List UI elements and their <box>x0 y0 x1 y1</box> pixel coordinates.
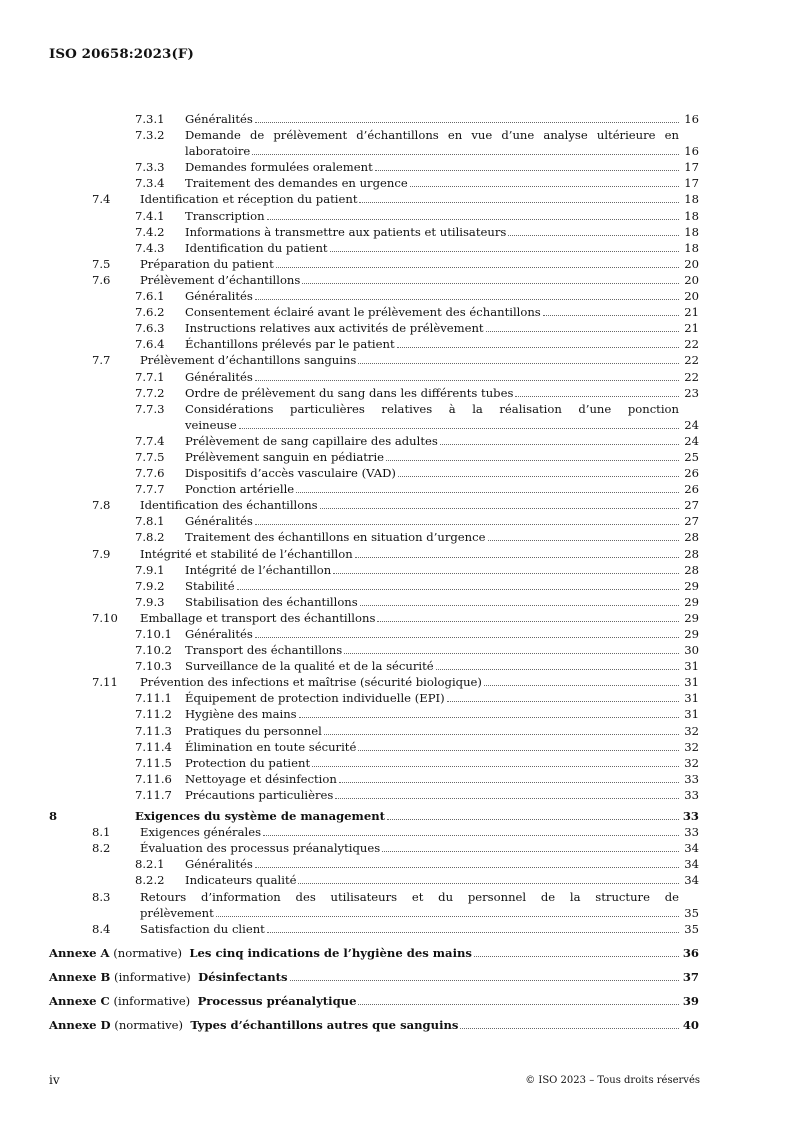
toc-entry-title: Équipement de protection individuelle (EPI) <box>185 691 445 706</box>
toc-entry-number: 8.1 <box>92 825 111 840</box>
toc-entry-number: 7.4 <box>92 192 111 207</box>
toc-entry-title: Intégrité de l’échantillon <box>185 562 332 577</box>
toc-entry-title: Indicateurs qualité <box>185 873 297 888</box>
toc-entry[interactable] <box>49 787 699 803</box>
dot-leader <box>375 169 679 171</box>
toc-entry-number: 7.11 <box>92 675 118 690</box>
dot-leader <box>358 1003 679 1005</box>
toc-entry[interactable] <box>49 739 699 755</box>
toc-entry-page: 27 <box>684 514 699 529</box>
toc-entry[interactable] <box>49 674 699 690</box>
annex-label: Annexe D <box>49 1018 111 1033</box>
dot-leader <box>515 395 679 397</box>
toc-entry-title: Transport des échantillons <box>185 643 343 658</box>
dot-leader <box>267 931 679 933</box>
toc-entry-title: Ordre de prélèvement du sang dans les différents tubes <box>185 385 514 400</box>
toc-entry-page: 32 <box>684 723 699 738</box>
toc-entry[interactable] <box>49 642 699 658</box>
toc-entry[interactable] <box>49 111 699 127</box>
toc-entry-page: 22 <box>684 369 699 384</box>
toc-entry-number: 7.4.2 <box>135 224 165 239</box>
dot-leader <box>474 955 679 957</box>
toc-entry-title: Prélèvement de sang capillaire des adultes <box>185 433 438 448</box>
toc-entry[interactable] <box>49 921 699 937</box>
toc-entry-number: 7.11.2 <box>135 707 172 722</box>
toc-entry[interactable] <box>49 755 699 771</box>
toc-entry-number: 7.7.7 <box>135 482 165 497</box>
toc-entry-page: 35 <box>684 921 699 936</box>
dot-leader <box>330 250 679 252</box>
toc-entry-page: 31 <box>684 691 699 706</box>
dot-leader <box>460 1027 679 1029</box>
toc-entry-number: 7.7.3 <box>135 401 165 416</box>
toc-entry-number: 7.5 <box>92 256 111 271</box>
toc-entry-page: 24 <box>684 417 699 432</box>
toc-entry-number: 7.9.1 <box>135 562 165 577</box>
toc-entry-title: Consentement éclairé avant le prélèvement des échantillons <box>185 305 541 320</box>
toc-entry[interactable] <box>49 465 699 481</box>
toc-entry[interactable] <box>49 546 699 562</box>
toc-entry-title: Considérations particulières relatives à la réalisation d’une ponction <box>185 401 679 416</box>
toc-entry-title: Demande de prélèvement d’échantillons en vue d’une analyse ultérieure en <box>185 128 679 143</box>
annex-page: 37 <box>682 969 699 984</box>
toc-entry-page: 24 <box>684 433 699 448</box>
toc-entry-number: 8.2 <box>92 841 111 856</box>
toc-entry-page: 35 <box>684 905 699 920</box>
dot-leader <box>324 733 679 735</box>
toc-entry-page: 29 <box>684 594 699 609</box>
annex-title: Types d’échantillons autres que sanguins <box>190 1018 459 1033</box>
toc-entry-page: 34 <box>684 857 699 872</box>
toc-entry-title: Traitement des demandes en urgence <box>185 176 408 191</box>
toc-entry-title: Exigences générales <box>140 825 262 840</box>
toc-entry[interactable] <box>49 352 699 368</box>
toc-entry-page: 21 <box>684 305 699 320</box>
toc-entry-title: Nettoyage et désinfection <box>185 771 337 786</box>
toc-entry-page: 29 <box>684 610 699 625</box>
dot-leader <box>436 668 679 670</box>
toc-entry[interactable] <box>49 208 699 224</box>
dot-leader <box>382 850 679 852</box>
toc-entry-page: 33 <box>682 809 699 824</box>
toc-entry-title: Évaluation des processus préanalytiques <box>140 841 381 856</box>
toc-entry-title: Généralités <box>185 369 253 384</box>
dot-leader <box>255 523 679 525</box>
toc-entry-number: 8.4 <box>92 921 111 936</box>
toc-entry-page: 17 <box>684 176 699 191</box>
toc-entry-title: Hygiène des mains <box>185 707 297 722</box>
toc-entry-number: 8.2.2 <box>135 873 165 888</box>
dot-leader <box>484 684 679 686</box>
toc-entry-title-continuation: laboratoire <box>185 144 251 159</box>
toc-entry-title: Identification des échantillons <box>140 498 318 513</box>
annex-title: Processus préanalytique <box>197 993 357 1008</box>
toc-entry-page: 22 <box>684 337 699 352</box>
toc-entry-page: 28 <box>684 546 699 561</box>
dot-leader <box>397 346 679 348</box>
toc-entry-number: 7.3.2 <box>135 128 165 143</box>
toc-entry[interactable] <box>49 385 699 401</box>
annex-page: 36 <box>682 945 699 960</box>
toc-entry[interactable] <box>49 433 699 449</box>
annex-page: 40 <box>682 1018 699 1033</box>
toc-entry-number: 8.2.1 <box>135 857 165 872</box>
annex-type: (informative) <box>113 993 191 1008</box>
toc-entry-title: Traitement des échantillons en situation d’urgence <box>185 530 486 545</box>
toc-entry-title: Satisfaction du client <box>140 921 265 936</box>
toc-entry-page: 18 <box>684 192 699 207</box>
annex-page: 39 <box>682 993 699 1008</box>
toc-entry-page: 31 <box>684 675 699 690</box>
toc-entry-page: 17 <box>684 160 699 175</box>
toc-entry[interactable] <box>49 127 699 159</box>
annex-entry[interactable] <box>49 993 699 1009</box>
toc-entry-page: 18 <box>684 224 699 239</box>
toc-entry[interactable] <box>49 840 699 856</box>
toc-entry-page: 31 <box>684 707 699 722</box>
dot-leader <box>339 781 679 783</box>
toc-entry[interactable] <box>49 288 699 304</box>
annex-type: (informative) <box>114 969 191 984</box>
toc-entry-page: 20 <box>684 256 699 271</box>
toc-entry-title: Surveillance de la qualité et de la sécurité <box>185 659 434 674</box>
toc-entry-page: 26 <box>684 466 699 481</box>
toc-entry-title: Généralités <box>185 857 253 872</box>
toc-entry-number: 7.7.2 <box>135 385 165 400</box>
toc-entry-title: Généralités <box>185 514 253 529</box>
dot-leader <box>255 636 679 638</box>
toc-entry-number: 7.10 <box>92 610 118 625</box>
dot-leader <box>358 749 679 751</box>
dot-leader <box>387 818 679 820</box>
toc-entry-title: Identification du patient <box>185 240 328 255</box>
toc-entry[interactable] <box>49 594 699 610</box>
toc-entry-page: 18 <box>684 208 699 223</box>
toc-entry-title: Préparation du patient <box>140 256 274 271</box>
document-header-title: ISO 20658:2023(F) <box>49 46 194 62</box>
toc-entry-title: Identification et réception du patient <box>140 192 358 207</box>
toc-entry-page: 30 <box>684 643 699 658</box>
dot-leader <box>255 121 679 123</box>
toc-entry-page: 28 <box>684 530 699 545</box>
toc-entry-page: 34 <box>684 841 699 856</box>
toc-entry-number: 7.7.1 <box>135 369 165 384</box>
toc-entry-number: 7.6.2 <box>135 305 165 320</box>
toc-entry[interactable] <box>49 240 699 256</box>
annex-title: Désinfectants <box>198 969 288 984</box>
toc-entry-title: Dispositifs d’accès vasculaire (VAD) <box>185 466 396 481</box>
dot-leader <box>296 491 679 493</box>
table-of-contents <box>49 111 699 1033</box>
toc-entry-number: 7.3.3 <box>135 160 165 175</box>
dot-leader <box>252 153 679 155</box>
toc-entry-number: 7.10.3 <box>135 659 172 674</box>
toc-entry[interactable] <box>49 658 699 674</box>
annex-type: (normative) <box>114 1018 184 1033</box>
toc-entry-title: Prélèvement d’échantillons <box>140 272 301 287</box>
dot-leader <box>255 379 679 381</box>
toc-entry-title: Généralités <box>185 289 253 304</box>
toc-entry[interactable] <box>49 369 699 385</box>
toc-entry-title: Instructions relatives aux activités de prélèvement <box>185 321 484 336</box>
toc-entry-page: 28 <box>684 562 699 577</box>
dot-leader <box>237 588 679 590</box>
toc-entry-page: 32 <box>684 755 699 770</box>
toc-entry[interactable] <box>49 856 699 872</box>
dot-leader <box>486 330 679 332</box>
dot-leader <box>276 266 679 268</box>
toc-entry-page: 34 <box>684 873 699 888</box>
toc-entry-number: 7.7.6 <box>135 466 165 481</box>
dot-leader <box>302 282 679 284</box>
toc-entry-number: 7.7.4 <box>135 433 165 448</box>
toc-entry-title: Informations à transmettre aux patients et utilisateurs <box>185 224 507 239</box>
toc-entry-number: 7.8 <box>92 498 111 513</box>
toc-entry[interactable] <box>49 224 699 240</box>
annex-entry[interactable] <box>49 1017 699 1033</box>
toc-entry[interactable] <box>49 304 699 320</box>
toc-entry-page: 31 <box>684 659 699 674</box>
dot-leader <box>255 298 679 300</box>
annex-label: Annexe A <box>49 945 110 960</box>
toc-entry-number: 7.9.3 <box>135 594 165 609</box>
toc-entry-page: 25 <box>684 449 699 464</box>
toc-entry[interactable] <box>49 562 699 578</box>
toc-entry-number: 7.11.5 <box>135 755 172 770</box>
toc-entry[interactable] <box>49 578 699 594</box>
dot-leader <box>440 443 679 445</box>
dot-leader <box>263 834 679 836</box>
toc-entry[interactable] <box>49 824 699 840</box>
toc-entry[interactable] <box>49 191 699 207</box>
toc-entry[interactable] <box>49 272 699 288</box>
dot-leader <box>267 218 679 220</box>
toc-entry-title: Transcription <box>185 208 265 223</box>
annex-entry[interactable] <box>49 969 699 985</box>
dot-leader <box>255 866 679 868</box>
toc-entry-number: 7.7.5 <box>135 449 165 464</box>
toc-entry-number: 7.8.2 <box>135 530 165 545</box>
toc-entry-number: 7.3.4 <box>135 176 165 191</box>
toc-entry[interactable] <box>49 401 699 433</box>
toc-entry-number: 7.10.2 <box>135 643 172 658</box>
toc-entry-number: 8.3 <box>92 889 111 904</box>
toc-entry-title: Demandes formulées oralement <box>185 160 373 175</box>
toc-entry-page: 21 <box>684 321 699 336</box>
dot-leader <box>312 765 679 767</box>
toc-entry-title: Intégrité et stabilité de l’échantillon <box>140 546 353 561</box>
dot-leader <box>508 234 679 236</box>
toc-entry-title: Généralités <box>185 112 253 126</box>
toc-entry-number: 7.9 <box>92 546 111 561</box>
toc-entry-page: 29 <box>684 578 699 593</box>
toc-entry[interactable] <box>49 808 699 824</box>
toc-entry-title: Précautions particulières <box>185 787 334 802</box>
dot-leader <box>359 201 679 203</box>
dot-leader <box>299 716 679 718</box>
toc-entry[interactable] <box>49 723 699 739</box>
dot-leader <box>320 507 679 509</box>
toc-entry[interactable] <box>49 529 699 545</box>
annex-title: Les cinq indications de l’hygiène des mains <box>189 945 472 960</box>
toc-entry[interactable] <box>49 256 699 272</box>
dot-leader <box>543 314 679 316</box>
annex-entry[interactable] <box>49 945 699 961</box>
toc-entry[interactable] <box>49 320 699 336</box>
toc-entry-title: Prélèvement d’échantillons sanguins <box>140 353 357 368</box>
toc-entry-number: 7.11.3 <box>135 723 172 738</box>
dot-leader <box>398 475 679 477</box>
toc-entry-number: 7.11.7 <box>135 787 172 802</box>
toc-entry-number: 7.6.3 <box>135 321 165 336</box>
toc-entry[interactable] <box>49 771 699 787</box>
toc-entry[interactable] <box>49 610 699 626</box>
toc-entry[interactable] <box>49 626 699 642</box>
dot-leader <box>335 797 679 799</box>
toc-entry-title: Stabilité <box>185 578 235 593</box>
toc-entry-title-continuation: prélèvement <box>140 905 214 920</box>
dot-leader <box>355 556 679 558</box>
dot-leader <box>290 979 679 981</box>
dot-leader <box>298 882 679 884</box>
copyright-notice: © ISO 2023 – Tous droits réservés <box>525 1075 700 1086</box>
toc-entry-number: 7.4.1 <box>135 208 165 223</box>
toc-entry-number: 7.11.6 <box>135 771 172 786</box>
toc-entry-title: Exigences du système de management <box>135 809 385 824</box>
toc-entry-number: 7.4.3 <box>135 240 165 255</box>
toc-entry[interactable] <box>49 513 699 529</box>
toc-entry-page: 33 <box>684 825 699 840</box>
toc-entry-number: 7.11.1 <box>135 691 172 706</box>
toc-entry-page: 23 <box>684 385 699 400</box>
annex-type: (normative) <box>113 945 182 960</box>
toc-entry-number: 7.7 <box>92 353 111 368</box>
toc-entry-title: Prélèvement sanguin en pédiatrie <box>185 449 385 464</box>
toc-entry-title: Retours d’information des utilisateurs et du personnel de la structure de <box>140 889 679 904</box>
toc-entry-number: 7.9.2 <box>135 578 165 593</box>
toc-entry-number: 7.3.1 <box>135 112 165 126</box>
toc-entry-number: 7.11.4 <box>135 739 172 754</box>
toc-entry[interactable] <box>49 706 699 722</box>
toc-entry-title-continuation: veineuse <box>185 417 237 432</box>
dot-leader <box>410 185 679 187</box>
dot-leader <box>239 427 679 429</box>
annex-label: Annexe B <box>49 969 111 984</box>
page-number: iv <box>49 1073 60 1087</box>
toc-entry[interactable] <box>49 497 699 513</box>
toc-entry[interactable] <box>49 175 699 191</box>
toc-entry-page: 20 <box>684 289 699 304</box>
toc-entry-page: 33 <box>684 787 699 802</box>
toc-entry-number: 7.8.1 <box>135 514 165 529</box>
toc-entry-page: 33 <box>684 771 699 786</box>
annex-label: Annexe C <box>49 993 110 1008</box>
toc-entry-page: 32 <box>684 739 699 754</box>
dot-leader <box>344 652 679 654</box>
toc-entry-title: Emballage et transport des échantillons <box>140 610 376 625</box>
toc-entry-title: Ponction artérielle <box>185 482 295 497</box>
toc-entry-title: Protection du patient <box>185 755 311 770</box>
toc-entry-number: 7.6.4 <box>135 337 165 352</box>
dot-leader <box>386 459 679 461</box>
toc-entry-page: 29 <box>684 627 699 641</box>
toc-entry-number: 8 <box>49 809 58 824</box>
toc-entry-title: Échantillons prélevés par le patient <box>185 337 395 352</box>
toc-entry[interactable] <box>49 889 699 921</box>
toc-entry-number: 7.6 <box>92 272 111 287</box>
toc-entry-title: Prévention des infections et maîtrise (sécurité biologique) <box>140 675 482 690</box>
toc-entry-page: 22 <box>684 353 699 368</box>
toc-entry-page: 16 <box>684 112 699 126</box>
toc-entry-page: 20 <box>684 272 699 287</box>
toc-entry-title: Élimination en toute sécurité <box>185 739 357 754</box>
toc-entry-page: 26 <box>684 482 699 497</box>
toc-entry-title: Pratiques du personnel <box>185 723 322 738</box>
toc-entry-title: Généralités <box>185 627 253 641</box>
toc-entry-page: 18 <box>684 240 699 255</box>
dot-leader <box>333 572 679 574</box>
toc-entry-page: 27 <box>684 498 699 513</box>
dot-leader <box>360 604 679 606</box>
toc-entry[interactable] <box>49 159 699 175</box>
toc-entry[interactable] <box>49 481 699 497</box>
toc-entry-number: 7.6.1 <box>135 289 165 304</box>
toc-entry-page: 16 <box>684 144 699 159</box>
dot-leader <box>216 915 679 917</box>
dot-leader <box>447 700 679 702</box>
toc-entry[interactable] <box>49 872 699 888</box>
dot-leader <box>377 620 679 622</box>
toc-entry-number: 7.10.1 <box>135 627 172 641</box>
toc-entry[interactable] <box>49 449 699 465</box>
toc-entry[interactable] <box>49 336 699 352</box>
dot-leader <box>488 539 680 541</box>
dot-leader <box>358 362 679 364</box>
toc-entry[interactable] <box>49 690 699 706</box>
toc-entry-title: Stabilisation des échantillons <box>185 594 358 609</box>
